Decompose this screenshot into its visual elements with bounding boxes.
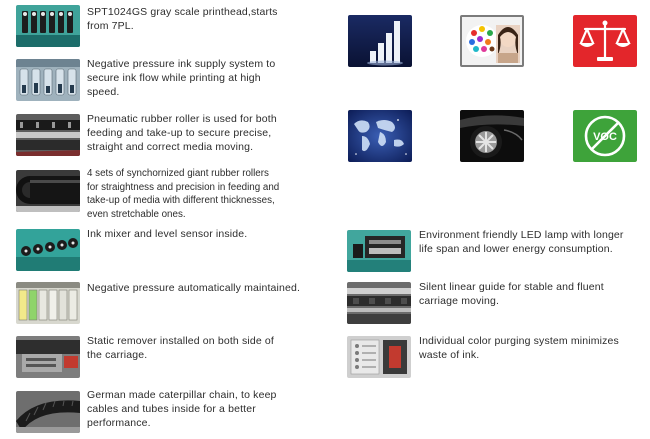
static-remover-photo: [16, 336, 80, 378]
feature-text-static-remover: Static remover installed on both side of the carriage.: [87, 335, 274, 361]
feature-text-negative-pressure: Negative pressure automatically maintained.: [87, 282, 301, 294]
voc-icon: [573, 110, 637, 162]
feature-text-printhead: SPT1024GS gray scale printhead,starts from 7PL.: [87, 6, 278, 32]
color-purging-photo: [347, 336, 411, 378]
negative-pressure-photo: [16, 282, 80, 324]
feature-text-led-lamp: Environment friendly LED lamp with longer life span and lower energy consumption.: [419, 229, 624, 255]
feature-text-giant-rollers: 4 sets of synchornized giant rubber rollers for straightness and precision in feeding and take-up of media with different thicknesses, even stretchable ones.: [87, 168, 280, 220]
feature-text-caterpillar-chain: German made caterpillar chain, to keep cables and tubes inside for a better performance.: [87, 389, 277, 429]
world-map-icon: [348, 110, 412, 162]
giant-roller-photo: [16, 170, 80, 212]
feature-text-color-purging: Individual color purging system minimizes waste of ink.: [419, 335, 619, 361]
rubber-roller-photo: [16, 114, 80, 156]
feature-text-rubber-roller: Pneumatic rubber roller is used for both feeding and take-up to secure precise, straight and correct media moving.: [87, 113, 277, 153]
printhead-photo: [16, 5, 80, 47]
feature-text-linear-guide: Silent linear guide for stable and fluent carriage moving.: [419, 281, 604, 307]
feature-text-ink-mixer: Ink mixer and level sensor inside.: [87, 228, 248, 240]
balance-scale-icon: [573, 15, 637, 67]
feature-text-ink-supply: Negative pressure ink supply system to secure ink flow while printing at high speed.: [87, 58, 276, 98]
ink-mixer-photo: [16, 229, 80, 271]
caterpillar-chain-photo: [16, 391, 80, 433]
voc-label: VOC: [593, 131, 617, 143]
color-portrait-icon: [460, 15, 524, 67]
car-wheel-icon: [460, 110, 524, 162]
ink-supply-photo: [16, 59, 80, 101]
bar-chart-icon: [348, 15, 412, 67]
led-lamp-photo: [347, 230, 411, 272]
linear-guide-photo: [347, 282, 411, 324]
